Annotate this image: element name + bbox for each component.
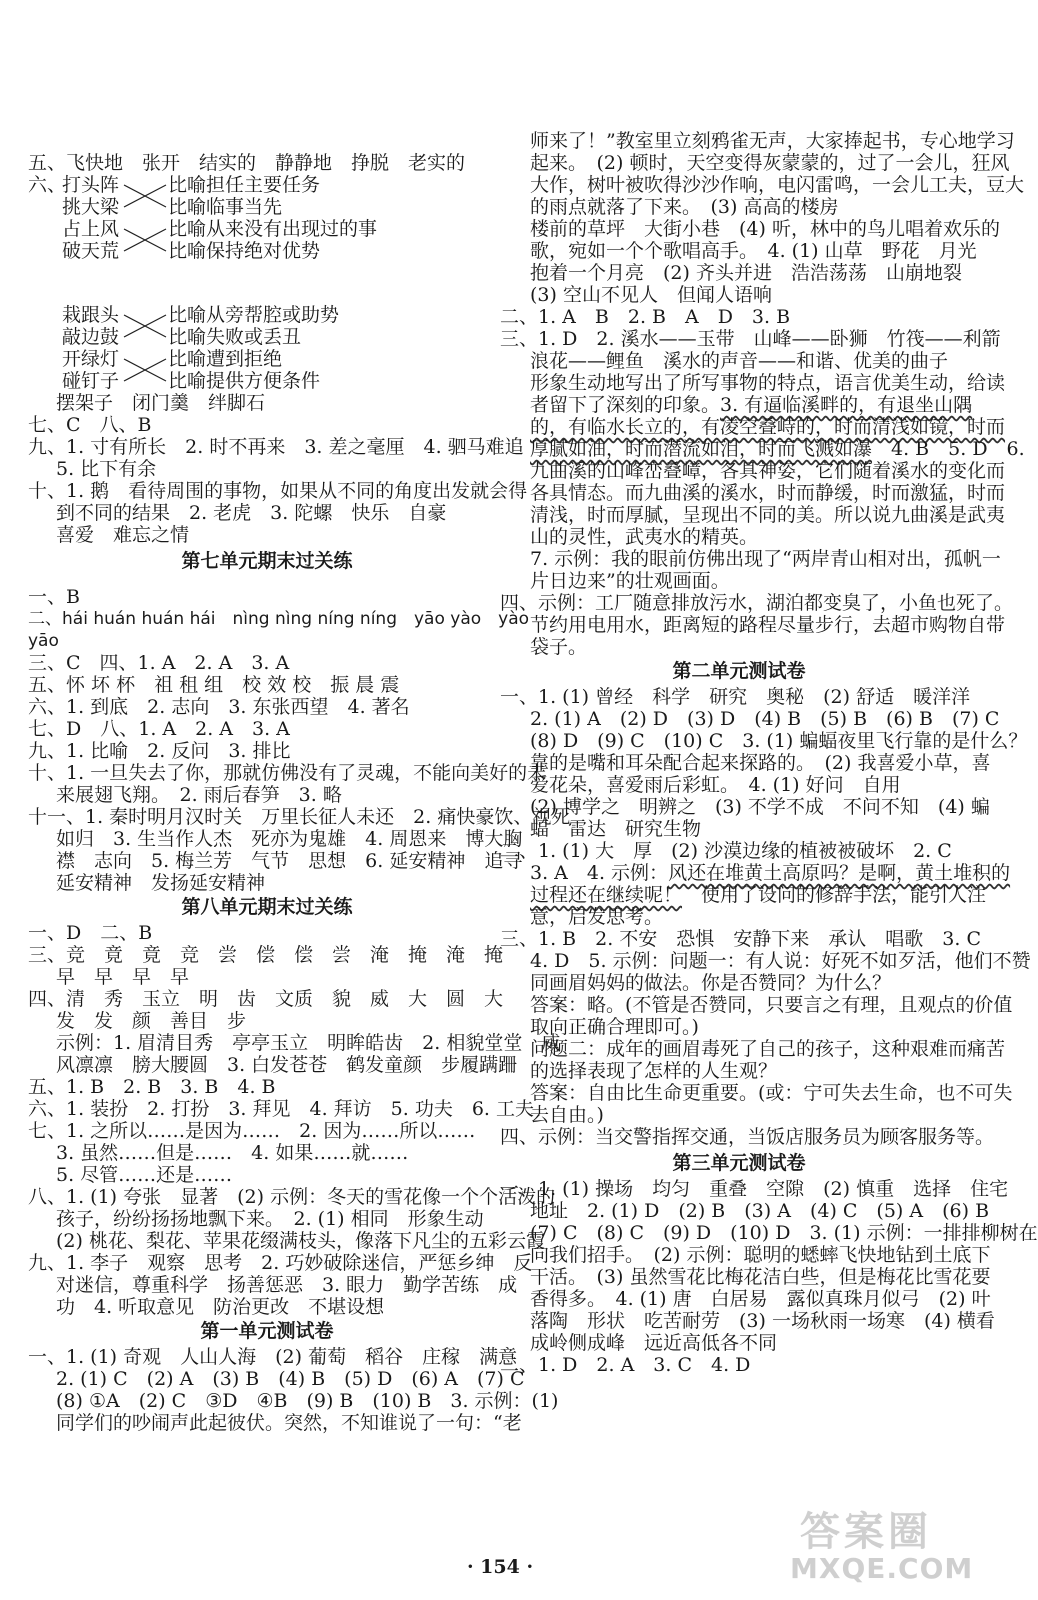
answer-line: 四、示例：工厂随意排放污水，湖泊都变臭了，小鱼也死了。 — [500, 592, 1014, 614]
match-left-item: 开绿灯 — [62, 348, 120, 370]
answer-line: (8) D (9) C (10) C 3. (1) 蝙蝠夜里飞行靠的是什么？ — [530, 730, 1028, 752]
answer-line: 同学们的吵闹声此起彼伏。突然，不知谁说了一句：“老 — [56, 1412, 522, 1434]
matching-lines-2 — [28, 0, 506, 400]
answer-line: 的选择表现了怎样的人生观？ — [530, 1060, 778, 1082]
answer-line: 四、清 秀 玉立 明 齿 文质 貌 威 大 圆 大 — [28, 988, 504, 1010]
answer-line: 干活。 (3) 虽然雪花比梅花洁白些，但是梅花比雪花要 — [530, 1266, 991, 1288]
watermark-logo — [780, 1500, 980, 1590]
match-left-item: 破天荒 — [62, 240, 120, 262]
answer-line: 2. (1) C (2) A (3) B (4) B (5) D (6) A (7) C — [56, 1368, 525, 1390]
section-title: 第三单元测试卷 — [672, 1152, 806, 1174]
answer-line: (8) ①A (2) C ③D ④B (9) B (10) B 3. 示例：(1) — [56, 1390, 559, 1412]
answer-line: 的雨点就落了下来。 (3) 高高的楼房 — [530, 196, 839, 218]
underlined-answer: 过程还在继续呢！ — [530, 884, 683, 906]
match-right-item: 比喻临事当先 — [168, 196, 283, 218]
match-right-item: 比喻遭到拒绝 — [168, 348, 283, 370]
answer-line: 风凛凛 膀大腰圆 3. 白发苍苍 鹤发童颜 步履蹒跚 — [56, 1054, 518, 1076]
answer-line: 三、1. D 2. 溪水——玉带 山峰——卧狮 竹筏——利箭 — [500, 328, 1001, 350]
answer-line: 五、飞快地 张开 结实的 静静地 挣脱 老实的 — [28, 152, 466, 174]
answer-line: 7. 示例：我的眼前仿佛出现了“两岸青山相对出，孤帆一 — [530, 548, 1001, 570]
answer-line: 靠的是嘴和耳朵配合起来探路的。 (2) 我喜爱小草，喜 — [530, 752, 991, 774]
answer-line: 三、1. B 2. 不安 恐惧 安静下来 承认 唱歌 3. C — [500, 928, 982, 950]
section-title: 第八单元期末过关练 — [181, 896, 353, 918]
answer-line: yāo — [28, 631, 59, 651]
match-left-item: 碰钉子 — [62, 370, 120, 392]
answer-line: 一、1. (1) 奇观 人山人海 (2) 葡萄 稻谷 庄稼 满意 — [28, 1346, 518, 1368]
answer-line: 一、B — [28, 586, 80, 608]
watermark-url: MXQE.COM — [790, 1552, 974, 1585]
answer-line: 发 发 颜 善目 步 — [56, 1010, 247, 1032]
answer-line: 功 4. 听取意见 防治更改 不堪设想 — [56, 1296, 385, 1318]
answer-line: 歌，宛如一个个歌唱高手。 4. (1) 山草 野花 月光 — [530, 240, 977, 262]
underlined-answer: 的，有临水长立的，有凌空叠峙的 — [530, 416, 816, 438]
answer-line: 片日边来”的壮观画面。 — [530, 570, 730, 592]
answer-line: 七、1. 之所以……是因为…… 2. 因为……所以…… — [28, 1120, 476, 1142]
answer-line: 大作，树叶被吹得沙沙作响，电闪雷鸣，一会儿工夫，豆大 — [530, 174, 1025, 196]
match-right-item: 比喻担任主要任务 — [168, 174, 321, 196]
answer-line: (3) 空山不见人 但闻人语响 — [530, 284, 772, 306]
answer-line: 4. D 5. 示例：问题一：有人说：好死不如歹活，他们不赞 — [530, 950, 1031, 972]
answer-line: 九、1. 寸有所长 2. 时不再来 3. 差之毫厘 4. 驷马难追 — [28, 436, 524, 458]
answer-line: 2. (1) A (2) D (3) D (4) B (5) B (6) B (7) C — [530, 708, 1000, 730]
answer-line: 成岭侧成峰 远近高低各不同 — [530, 1332, 778, 1354]
match-right-item: 比喻失败或丢丑 — [168, 326, 302, 348]
answer-text: 4. B 5. D 6. — [872, 438, 1025, 460]
answer-text: 者留下了深刻的印象。 — [530, 394, 721, 416]
answer-line: 对迷信，尊重科学 扬善惩恶 3. 眼力 勤学苦练 成 — [56, 1274, 518, 1296]
answer-line: 五、1. B 2. B 3. B 4. B — [28, 1076, 276, 1098]
answer-line: 清浅，时而厚腻，呈现出不同的美。所以说九曲溪是武夷 — [530, 504, 1006, 526]
answer-line: 地址 2. (1) D (2) B (3) A (4) C (5) A (6) B — [530, 1200, 990, 1222]
answer-line: 5. 比下有余 — [56, 458, 157, 480]
answer-line: 答案：略。(不管是否赞同，只要言之有理，且观点的价值 — [530, 994, 1013, 1016]
answer-line: 如归 3. 生当作人杰 死亦为鬼雄 4. 周恩来 博大胸 — [56, 828, 523, 850]
section-title: 第一单元测试卷 — [200, 1320, 334, 1342]
answer-line: 浪花——鲤鱼 溪水的声音——和谐、优美的曲子 — [530, 350, 949, 372]
underlined-answer: 厚腻如油，时而潜流如泪，时而飞溅如瀑 — [530, 438, 873, 460]
answer-line: 摆架子 闭门羹 绊脚石 — [56, 392, 266, 414]
answer-line: 师来了！”教室里立刻鸦雀无声，大家捧起书，专心地学习 — [530, 130, 1015, 152]
answer-text: 使用了设问的修辞手法，能引人注 — [682, 884, 987, 906]
answer-line: 楼前的草坪 大街小巷 (4) 听，林中的鸟儿唱着欢乐的 — [530, 218, 1000, 240]
answer-line: 七、C 八、B — [28, 414, 152, 436]
answer-line: (7) C (8) C (9) D (10) D 3. (1) 示例：一排排柳树在 — [530, 1222, 1038, 1244]
answer-text: 3. A 4. 示例： — [530, 862, 669, 884]
answer-line: 三、C 四、1. A 2. A 3. A — [28, 652, 290, 674]
underlined-answer: 3. 有逼临溪畔的，有退坐山隅 — [720, 394, 973, 416]
answer-line: 一、D 二、B — [28, 922, 153, 944]
answer-line: 孩子，纷纷扬扬地飘下来。 2. (1) 相同 形象生动 — [56, 1208, 484, 1230]
answer-line: 蝠 雷达 研究生物 — [530, 818, 702, 840]
answer-line — [530, 416, 1005, 438]
match-left-item: 敲边鼓 — [62, 326, 120, 348]
answer-line: 二、hái huán huán hái nìng nìng níng níng yāo yào yào — [28, 609, 530, 629]
answer-line: 襟 志向 5. 梅兰芳 气节 思想 6. 延安精神 追寻 — [56, 850, 523, 872]
answer-line: 早 早 早 早 — [56, 966, 190, 988]
answer-line: 起来。 (2) 顿时，天空变得灰蒙蒙的，过了一会儿，狂风 — [530, 152, 1010, 174]
answer-line: 5. 尽管……还是…… — [56, 1164, 233, 1186]
answer-line: 十、1. 一旦失去了你，那就仿佛没有了灵魂，不能向美好的未 — [28, 762, 547, 784]
answer-line: 二、1. D 2. A 3. C 4. D — [500, 1354, 751, 1376]
answer-line: 六、1. 装扮 2. 打扮 3. 拜见 4. 拜访 5. 功夫 6. 工夫 — [28, 1098, 535, 1120]
answer-line: 九、1. 李子 观察 思考 2. 巧妙破除迷信，严惩乡绅 反 — [28, 1252, 533, 1274]
answer-line: 节约用电用水，距离短的路程尽量步行，去超市购物自带 — [530, 614, 1006, 636]
answer-line: 三、竞 竟 竟 竞 尝 偿 偿 尝 淹 掩 淹 掩 — [28, 944, 504, 966]
answer-line: 问题二：成年的画眉毒死了自己的孩子，这种艰难而痛苦 — [530, 1038, 1006, 1060]
answer-line: 各具情态。而九曲溪的溪水，时而静缓，时而激猛，时而 — [530, 482, 1006, 504]
answer-line: 一、1. (1) 操场 均匀 重叠 空隙 (2) 慎重 选择 住宅 — [500, 1178, 1009, 1200]
answer-line: 山的灵性，武夷水的精英。 — [530, 526, 759, 548]
match-left-item: 栽跟头 — [62, 304, 120, 326]
answer-line: 来展翅飞翔。 2. 雨后春笋 3. 略 — [56, 784, 342, 806]
answer-line: 同画眉妈妈的做法。你是否赞同？为什么？ — [530, 972, 892, 994]
answer-line: 向我们招手。 (2) 示例：聪明的蟋蟀飞快地钻到土底下 — [530, 1244, 991, 1266]
answer-line — [530, 884, 986, 906]
answer-line — [530, 862, 1010, 884]
match-left-item: 占上风 — [62, 218, 120, 240]
answer-line: 七、D 八、1. A 2. A 3. A — [28, 718, 290, 740]
match-right-item: 比喻提供方便条件 — [168, 370, 321, 392]
match-right-item: 比喻从来没有出现过的事 — [168, 218, 378, 240]
answer-line — [530, 394, 972, 416]
answer-line: 六、1. 到底 2. 志向 3. 东张西望 4. 著名 — [28, 696, 410, 718]
answer-line: 袋子。 — [530, 636, 588, 658]
match-right-item: 比喻保持绝对优势 — [168, 240, 321, 262]
answer-line: 一、1. (1) 曾经 科学 研究 奥秘 (2) 舒适 暖洋洋 — [500, 686, 971, 708]
match-prefix: 六、 — [28, 174, 67, 196]
section-title: 第二单元测试卷 — [672, 660, 806, 682]
answer-line: 十一、1. 秦时明月汉时关 万里长征人未还 2. 痛快豪饮、视死 — [28, 806, 571, 828]
answer-line: 3. 虽然……但是…… 4. 如果……就…… — [56, 1142, 409, 1164]
answer-line: 五、怀 坏 杯 祖 租 组 校 效 校 振 晨 震 — [28, 674, 400, 696]
answer-line: 四、示例：当交警指挥交通，当饭店服务员为顾客服务等。 — [500, 1126, 995, 1148]
answer-line: 二、1. (1) 大 厚 (2) 沙漠边缘的植被被破坏 2. C — [500, 840, 952, 862]
answer-line: 爱花朵，喜爱雨后彩虹。 4. (1) 好问 自用 — [530, 774, 901, 796]
answer-line: 九曲溪的山峰峦叠嶂，各具神姿，它们随着溪水的变化而 — [530, 460, 1006, 482]
answer-line — [530, 438, 1025, 460]
answer-line: 香得多。 4. (1) 唐 白居易 露似真珠月似弓 (2) 叶 — [530, 1288, 991, 1310]
answer-line: 十、1. 鹅 看待周围的事物，如果从不同的角度出发就会得 — [28, 480, 528, 502]
match-left-item: 打头阵 — [62, 174, 120, 196]
section-title: 第七单元期末过关练 — [181, 550, 353, 572]
answer-line: 九、1. 比喻 2. 反问 3. 排比 — [28, 740, 291, 762]
match-left-item: 挑大梁 — [62, 196, 120, 218]
answer-line: (2) 博学之 明辨之 (3) 不学不成 不问不知 (4) 蝙 — [530, 796, 990, 818]
answer-line: 到不同的结果 2. 老虎 3. 陀螺 快乐 自豪 — [56, 502, 447, 524]
underlined-answer: ，时而清浅如镜，时而 — [815, 416, 1006, 438]
answer-line: 八、1. (1) 夸张 显著 (2) 示例：冬天的雪花像一个个活泼的 — [28, 1186, 556, 1208]
answer-line: 延安精神 发扬延安精神 — [56, 872, 266, 894]
underlined-answer: 风还在堆黄土高原吗？是啊，黄土堆积的 — [668, 862, 1011, 884]
answer-line: 取向正确合理即可。) — [530, 1016, 699, 1038]
answer-line: 示例：1. 眉清目秀 亭亭玉立 明眸皓齿 2. 相貌堂堂 威 — [56, 1032, 561, 1054]
watermark-text: 答案圈 — [800, 1509, 932, 1555]
answer-line: 二、1. A B 2. B A D 3. B — [500, 306, 791, 328]
answer-line: 落陶 形状 吃苦耐劳 (3) 一场秋雨一场寒 (4) 横看 — [530, 1310, 995, 1332]
answer-line: (2) 桃花、梨花、苹果花缀满枝头，像落下凡尘的五彩云霞 — [56, 1230, 545, 1252]
match-right-item: 比喻从旁帮腔或助势 — [168, 304, 340, 326]
answer-line: 去自由。) — [530, 1104, 604, 1126]
answer-line: 形象生动地写出了所写事物的特点，语言优美生动，给读 — [530, 372, 1006, 394]
answer-line: 意，启发思考。 — [530, 906, 664, 928]
answer-line: 喜爱 难忘之情 — [56, 524, 190, 546]
answer-line: 答案：自由比生命更重要。(或：宁可失去生命，也不可失 — [530, 1082, 1013, 1104]
page-number: · 154 · — [466, 1556, 534, 1578]
answer-line: 抱着一个月亮 (2) 齐头并进 浩浩荡荡 山崩地裂 — [530, 262, 962, 284]
